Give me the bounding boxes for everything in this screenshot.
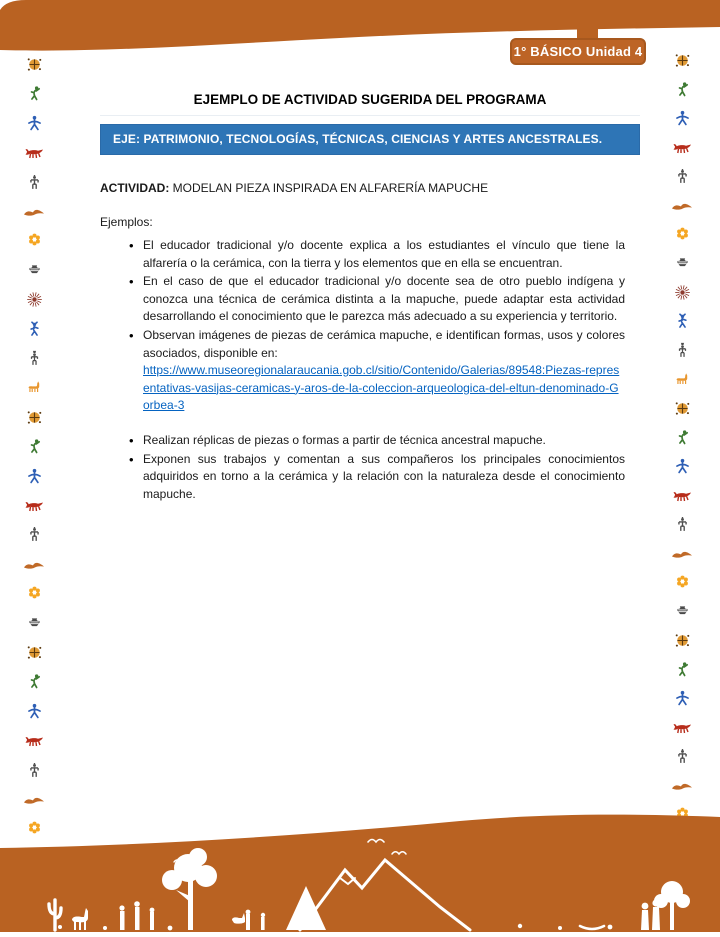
pot-bearer-icon [668, 342, 696, 359]
activity-text: MODELAN PIEZA INSPIRADA EN ALFARERÍA MAPUCHE [169, 181, 489, 195]
examples-list [100, 237, 640, 503]
divider-hairline [100, 115, 640, 116]
llama-icon [20, 379, 48, 397]
activity-label: ACTIVIDAD: [100, 181, 170, 195]
flower-icon [20, 585, 48, 600]
person-blue-icon [668, 110, 696, 127]
flower-icon [20, 232, 48, 247]
totem-icon [20, 762, 48, 779]
person-blue-icon [20, 115, 48, 132]
person-blue-icon [20, 703, 48, 720]
examples-heading: Ejemplos: [100, 215, 153, 229]
kultrun-icon [20, 56, 48, 73]
flower-icon [668, 574, 696, 589]
sun-icon [20, 291, 48, 308]
bullet-text: Observan imágenes de piezas de cerámica mapuche, e identifican formas, usos y colores asociados, disponible en: [143, 327, 625, 360]
kultrun-icon [668, 52, 696, 69]
example-bullet [143, 432, 625, 450]
pot-icon [20, 262, 48, 277]
dancer-blue-icon [668, 313, 696, 330]
unit-badge: 1° BÁSICO Unidad 4 [510, 38, 646, 65]
main-content [100, 124, 640, 504]
condor-icon [668, 777, 696, 797]
llama-icon [668, 371, 696, 389]
example-bullet [143, 327, 625, 415]
icon-column-right [668, 0, 696, 932]
page-title: EJEMPLO DE ACTIVIDAD SUGERIDA DEL PROGRAMA [193, 92, 547, 107]
fox-icon [20, 497, 48, 517]
dancer-icon [20, 438, 48, 455]
pot-icon [668, 255, 696, 270]
dancer-icon [668, 81, 696, 98]
bullet-text: El educador tradicional y/o docente explica a los estudiantes el vínculo que tiene la alfarería o la cerámica, con la tierra y los elementos que en ella se encuentran. [143, 238, 625, 270]
totem-icon [668, 748, 696, 765]
pot-bearer-icon [20, 350, 48, 367]
dancer-icon [668, 661, 696, 678]
dancer-blue-icon [20, 321, 48, 338]
pot-icon [668, 603, 696, 618]
dancer-icon [20, 85, 48, 102]
kultrun-icon [20, 644, 48, 661]
pot-icon [20, 615, 48, 630]
person-blue-icon [668, 690, 696, 707]
fox-icon [668, 487, 696, 507]
example-bullet [143, 451, 625, 504]
bullet-text: Realizan réplicas de piezas o formas a partir de técnica ancestral mapuche. [143, 432, 546, 447]
kultrun-icon [668, 632, 696, 649]
bullet-text: En el caso de que el educador tradicional y/o docente sea de otro pueblo indígena y conozca una técnica de cerámica distinta a la mapuche, puede adaptar esta actividad desarrollando el conocimiento que le parezca más adecuado a su experiencia y territorio. [143, 274, 625, 324]
dancer-icon [668, 429, 696, 446]
condor-icon [20, 203, 48, 223]
sun-icon [668, 284, 696, 301]
kultrun-icon [668, 400, 696, 417]
flower-icon [668, 226, 696, 241]
condor-icon [20, 556, 48, 576]
person-blue-icon [668, 458, 696, 475]
kultrun-icon [20, 409, 48, 426]
person-blue-icon [20, 468, 48, 485]
totem-icon [668, 168, 696, 185]
icon-column-left [20, 0, 48, 932]
eje-banner: EJE: PATRIMONIO, TECNOLOGÍAS, TÉCNICAS, CIENCIAS Y ARTES ANCESTRALES. [100, 124, 640, 155]
fox-icon [20, 732, 48, 752]
footer-landscape [0, 812, 720, 932]
example-bullet [143, 273, 625, 326]
example-bullet [143, 237, 625, 272]
condor-icon [668, 545, 696, 565]
footer-landscape-shape [0, 812, 720, 932]
condor-icon [20, 791, 48, 811]
totem-icon [20, 174, 48, 191]
fox-icon [20, 144, 48, 164]
museum-link[interactable]: https://www.museoregionalaraucania.gob.cl/sitio/Contenido/Galerias/89548:Piezas-representativas-vasijas-ceramicas-y-aros-de-la-coleccion-arqueologica-del-eltun-denominado-Gorbea-3 [143, 363, 620, 413]
activity-line [100, 181, 640, 195]
dancer-icon [20, 673, 48, 690]
fox-icon [668, 139, 696, 159]
condor-icon [668, 197, 696, 217]
totem-icon [668, 516, 696, 533]
totem-icon [20, 526, 48, 543]
bullet-text: Exponen sus trabajos y comentan a sus compañeros los principales conocimientos adquiridos en torno a la cerámica y la relación con la naturaleza desde el conocimiento mapuche. [143, 451, 625, 501]
fox-icon [668, 719, 696, 739]
